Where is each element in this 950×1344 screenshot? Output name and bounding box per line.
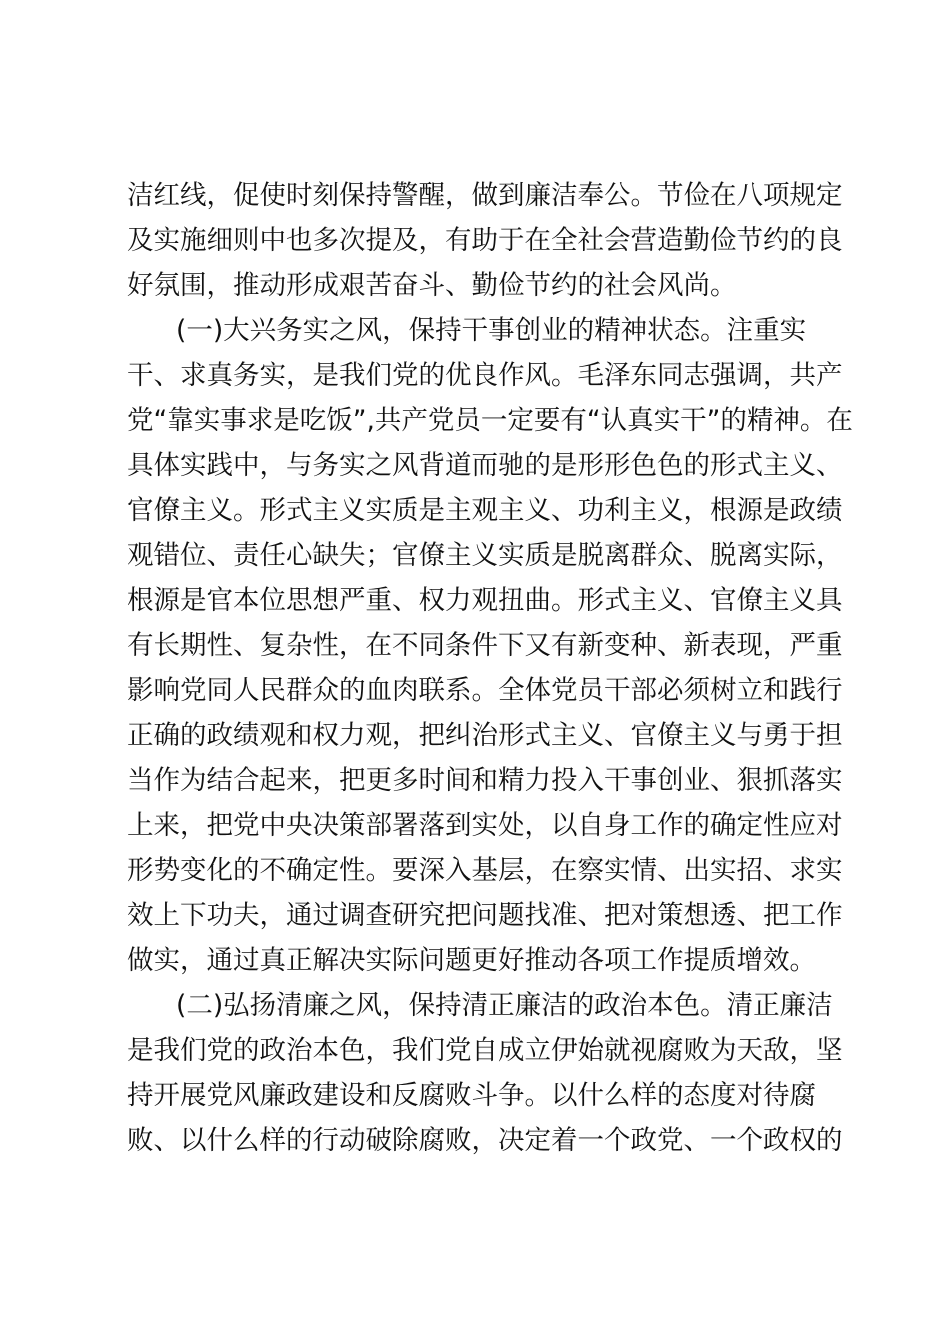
text-line: 影响党同人民群众的血肉联系。全体党员干部必须树立和践行	[127, 675, 843, 706]
text-line: 干、求真务实，是我们党的优良作风。毛泽东同志强调，共产	[127, 360, 843, 391]
text-line: 当作为结合起来，把更多时间和精力投入干事创业、狠抓落实	[127, 765, 843, 796]
text-line: 做实，通过真正解决实际问题更好推动各项工作提质增效。	[127, 945, 816, 976]
text-line: 观错位、责任心缺失；官僚主义实质是脱离群众、脱离实际，	[127, 540, 843, 571]
text-line: 效上下功夫，通过调查研究把问题找准、把对策想透、把工作	[127, 900, 843, 931]
paragraph-heading-line: (一)大兴务实之风，保持干事创业的精神状态。注重实	[176, 315, 807, 346]
text-line: 持开展党风廉政建设和反腐败斗争。以什么样的态度对待腐	[127, 1080, 816, 1111]
text-line: 是我们党的政治本色，我们党自成立伊始就视腐败为天敌，坚	[127, 1035, 843, 1066]
text-line: 形势变化的不确定性。要深入基层，在察实情、出实招、求实	[127, 855, 843, 886]
text-line: 官僚主义。形式主义实质是主观主义、功利主义，根源是政绩	[127, 495, 843, 526]
text-line: 好氛围，推动形成艰苦奋斗、勤俭节约的社会风尚。	[127, 270, 737, 301]
text-line: 正确的政绩观和权力观，把纠治形式主义、官僚主义与勇于担	[127, 720, 843, 751]
text-line: 败、以什么样的行动破除腐败，决定着一个政党、一个政权的	[127, 1125, 843, 1156]
text-line: 党“靠实事求是吃饭”,共产党员一定要有“认真实干”的精神。在	[127, 405, 853, 436]
text-line: 洁红线，促使时刻保持警醒，做到廉洁奉公。节俭在八项规定	[127, 180, 843, 211]
text-line: 上来，把党中央决策部署落到实处，以自身工作的确定性应对	[127, 810, 843, 841]
text-line: 有长期性、复杂性，在不同条件下又有新变种、新表现，严重	[127, 630, 843, 661]
text-line: 及实施细则中也多次提及，有助于在全社会营造勤俭节约的良	[127, 225, 843, 256]
paragraph-heading-line: (二)弘扬清廉之风，保持清正廉洁的政治本色。清正廉洁	[176, 990, 833, 1021]
text-line: 根源是官本位思想严重、权力观扭曲。形式主义、官僚主义具	[127, 585, 843, 616]
text-line: 具体实践中，与务实之风背道而驰的是形形色色的形式主义、	[127, 450, 843, 481]
